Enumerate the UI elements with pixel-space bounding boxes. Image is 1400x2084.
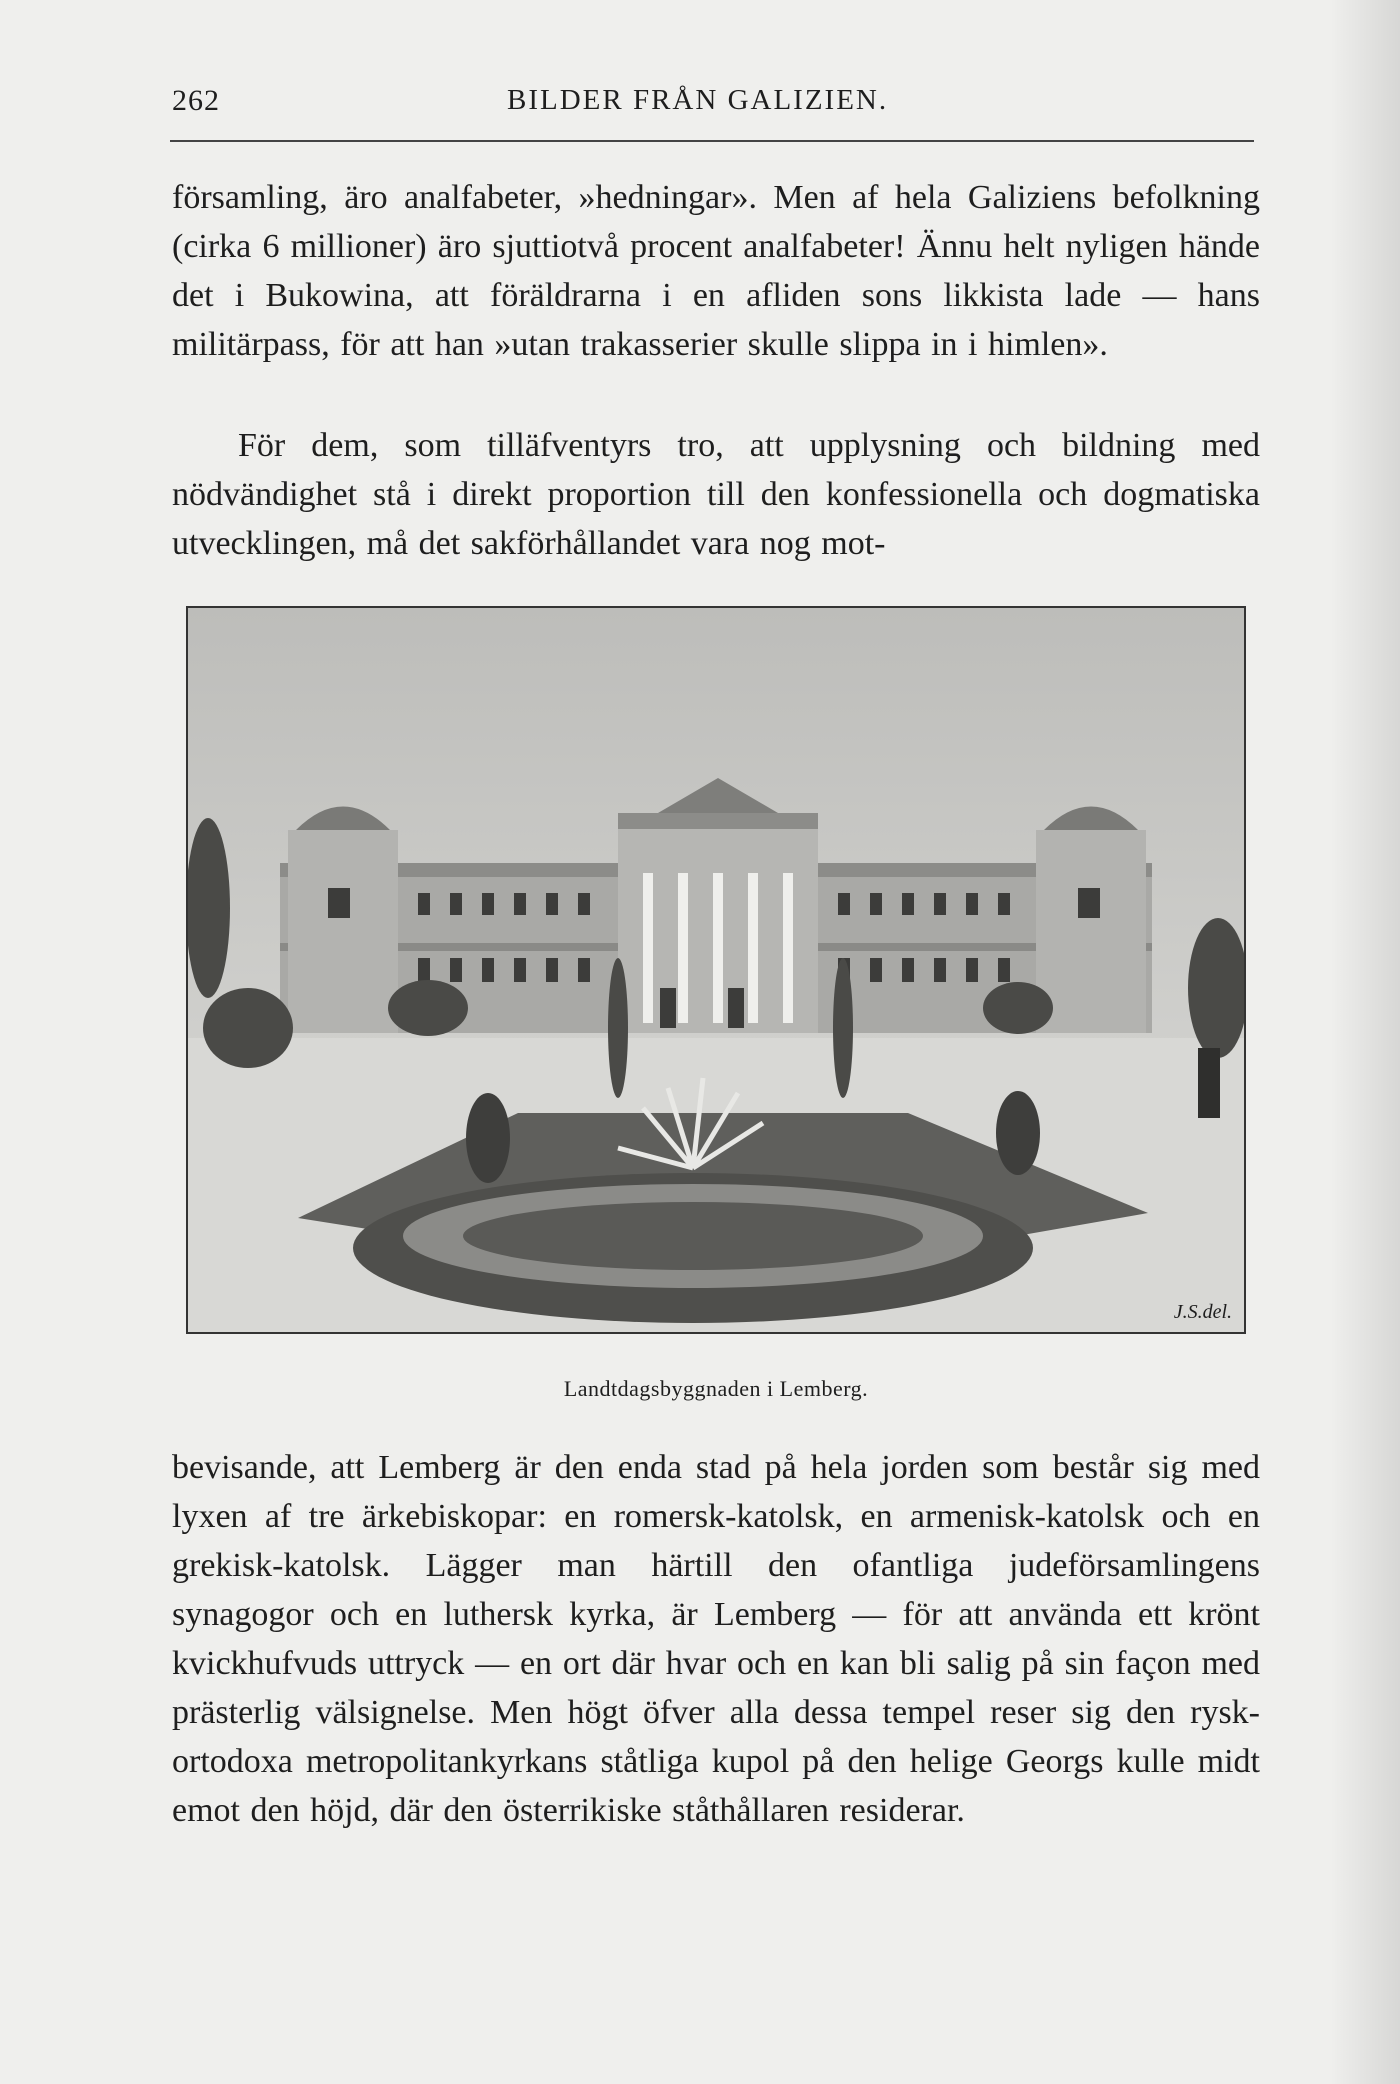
building-illustration bbox=[186, 606, 1246, 1334]
illustration-drawing bbox=[188, 608, 1244, 1332]
running-title: BILDER FRÅN GALIZIEN. bbox=[507, 84, 889, 116]
paragraph-1: församling, äro analfabeter, »hedningar». Men af hela Galiziens befolkning (cirka 6 millioner) äro sjuttiotvå procent analfabeter! Ännu helt nyligen hände det i Bukowina, att föräldrarna i en afliden sons likkista lade — hans militärpass, för att han »utan trakasserier skulle slippa in i himlen». bbox=[172, 179, 1260, 363]
paragraph-2: För dem, som tilläfventyrs tro, att upplysning och bildning med nödvändighet stå i direkt proportion till den konfessionella och dogmatiska utvecklingen, må det sakförhållandet vara nog mot- bbox=[172, 427, 1260, 562]
page-number: 262 bbox=[172, 84, 220, 117]
page-header bbox=[172, 84, 1252, 134]
artist-signature: J.S.del. bbox=[1173, 1301, 1232, 1323]
figure-caption: Landtdagsbyggnaden i Lemberg. bbox=[563, 1376, 869, 1401]
paragraph-3: bevisande, att Lemberg är den enda stad på hela jorden som består sig med lyxen af tre ärkebiskopar: en romersk-katolsk, en armenisk-katolsk och en grekisk-katolsk. Lägger man härtill den ofantliga judeförsamlingens synagogor och en luthersk kyrka, är Lemberg — för att använda ett krönt kvickhufvuds uttryck — en ort där hvar och en kan bli salig på sin façon med prästerlig välsignelse. Men högt öfver alla dessa tempel reser sig den rysk-ortodoxa metropolitankyrkans ståtliga kupol på den helige Georgs kulle midt emot den höjd, där den österrikiske ståthållaren residerar. bbox=[172, 1449, 1260, 1829]
header-rule bbox=[170, 140, 1254, 142]
